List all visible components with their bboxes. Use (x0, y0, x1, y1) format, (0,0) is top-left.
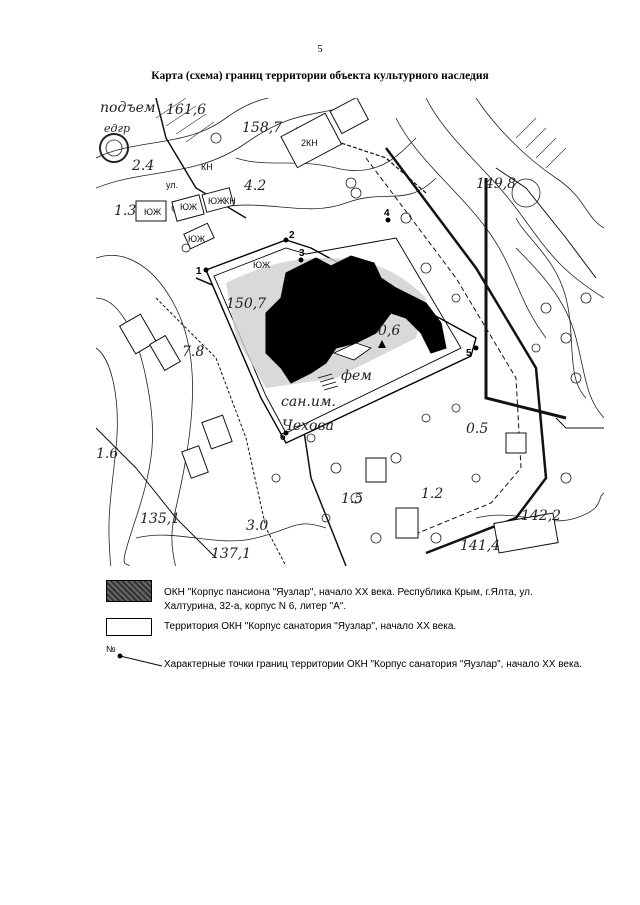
label-elev-142-2: 142,2 (521, 508, 562, 524)
point-label-6: 6 (280, 432, 286, 443)
label-elev-161-6: 161,6 (166, 102, 207, 118)
label-1-5: 1.5 (341, 491, 364, 507)
point-label-2: 2 (289, 230, 295, 241)
point-label-4: 4 (384, 208, 390, 219)
label-elev-149-8: 149,8 (476, 176, 517, 192)
label-podjem: подъем (100, 100, 156, 116)
label-ul: ул. (166, 180, 179, 190)
map-drawing (96, 98, 604, 566)
legend-swatch-territory (106, 618, 152, 636)
label-edgr: едгр (104, 122, 131, 135)
point-label-3: 3 (299, 248, 305, 259)
label-yuzh-3: ЮЖ (208, 196, 226, 206)
site-map (96, 98, 604, 566)
label-7-8: 7.8 (182, 344, 205, 360)
label-0-5: 0.5 (466, 421, 489, 437)
legend-swatch-object (106, 580, 152, 602)
label-elev-158-7: 158,7 (242, 120, 283, 136)
legend (106, 578, 606, 670)
legend-symbol-no: № (106, 644, 116, 654)
label-1-3: 1.3 (114, 203, 137, 219)
label-yuzh-1: ЮЖ (144, 207, 162, 217)
label-4-2: 4.2 (244, 178, 267, 194)
label-elev-141-4: 141,4 (460, 538, 501, 554)
label-chekhova: Чехова (282, 418, 334, 434)
label-kn-1: КН (201, 162, 213, 172)
point-label-1: 1 (196, 266, 202, 277)
label-kn-2: КН (224, 196, 236, 206)
legend-text-object: ОКН "Корпус пансиона "Яузлар", начало XX века. Республика Крым, г.Ялта, ул. Халтурина, 32-а, корпус N 6, литер "А". (164, 587, 533, 612)
label-yuzh-2: ЮЖ (180, 202, 198, 212)
label-fem: фем (341, 368, 372, 384)
label-1-6: 1.6 (96, 446, 119, 462)
label-2-4: 2.4 (132, 158, 155, 174)
legend-item-points (106, 644, 606, 670)
page-number: 5 (317, 44, 323, 55)
label-san: сан.им. (281, 394, 336, 410)
label-elev-137-1: 137,1 (211, 546, 252, 562)
legend-point-symbol (106, 652, 162, 672)
point-label-5: 5 (466, 348, 472, 359)
label-elev-150-7: 150,7 (226, 296, 267, 312)
legend-item-object (106, 578, 606, 614)
legend-item-territory (106, 618, 606, 640)
label-1-2: 1.2 (421, 486, 444, 502)
label-yuzh-5: ЮЖ (253, 260, 271, 270)
legend-text-territory: Территория ОКН "Корпус санатория "Яузлар", начало XX века. (164, 621, 457, 632)
label-yuzh-4: ЮЖ (188, 234, 206, 244)
label-3-0: 3.0 (246, 518, 269, 534)
label-2kn: 2КН (301, 138, 318, 148)
label-0-6: 0,6 (378, 323, 401, 339)
legend-text-points: Характерные точки границ территории ОКН "Корпус санатория "Яузлар", начало XX века. (164, 659, 582, 670)
label-elev-135-1: 135,1 (140, 511, 181, 527)
page-title: Карта (схема) границ территории объекта культурного наследия (151, 70, 489, 82)
